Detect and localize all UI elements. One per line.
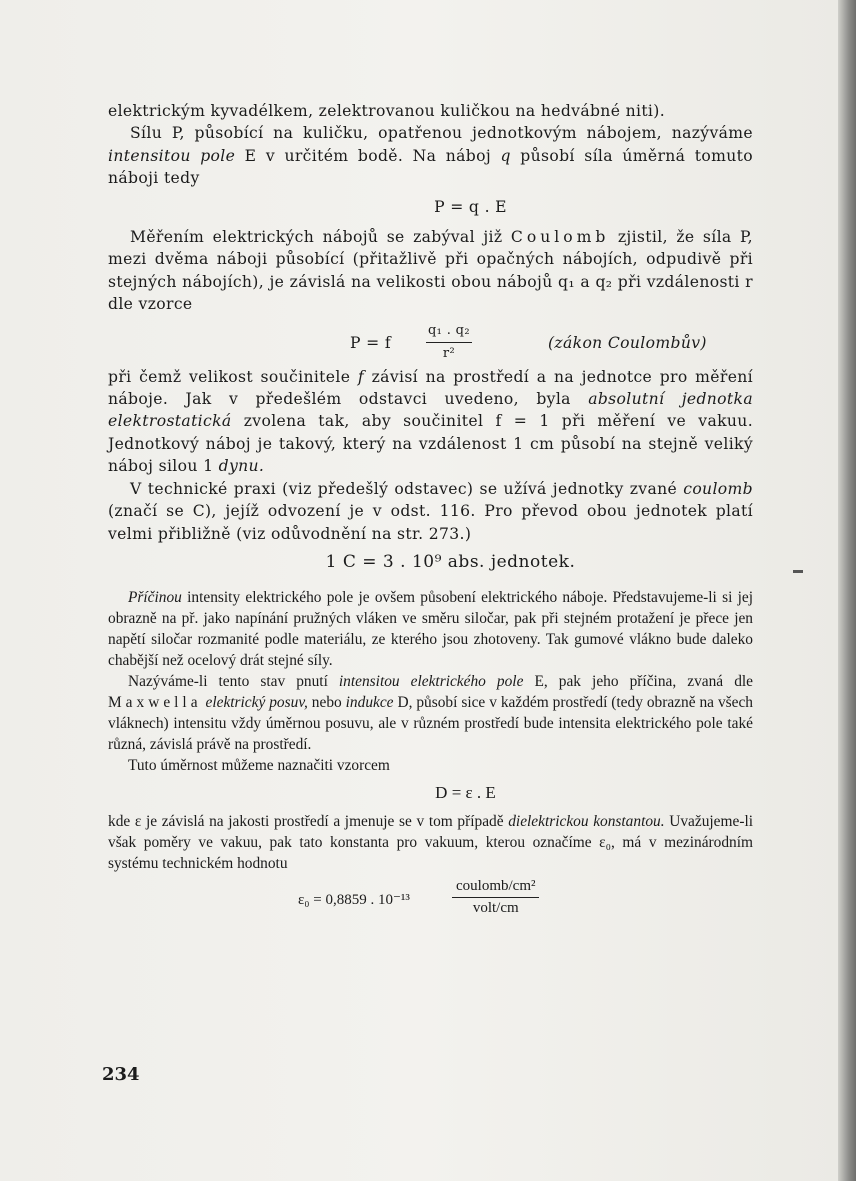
term-field-intensity: intensitou elektrického pole: [338, 673, 524, 691]
text-p2a: Sílu P, působící na kuličku, opatřenou jednotkovým nábojem, nazýváme: [130, 124, 753, 143]
term-displacement: elektrický posuv,: [205, 694, 308, 712]
paragraph-3: [108, 226, 753, 316]
coulomb-law-formula: [108, 320, 753, 364]
text-s4c: Uvažujeme-li však poměry ve vakuu, pak tato konstanta pro vakuum, kterou označíme ε₀, má v mezinárodním systému technickém hodnotu: [108, 813, 753, 873]
text-s2g: nebo: [307, 694, 346, 712]
margin-mark: [793, 570, 803, 573]
text-p3c: zjistil, že síla P, mezi dvěma náboji působící (přitažlivě při opačných nábojích, odpudivě při stejných nábojích), je závislá na velikosti obou nábojů q₁ a q₂ při vzdálenosti r dle vzorce: [108, 228, 753, 314]
text-s2c: E, pak jeho příčina, zvaná dle: [523, 673, 753, 691]
permittivity-fraction: [452, 876, 539, 919]
symbol-f: f: [357, 367, 365, 386]
term-dyne: dynu.: [218, 457, 265, 476]
term-cause: Příčinou: [128, 589, 182, 607]
equation-conversion: 1 C = 3 . 10⁹ abs. jednotek.: [325, 551, 576, 572]
text-s3: Tuto úměrnost můžeme naznačiti vzorcem: [128, 757, 390, 775]
page-edge-shadow: [838, 0, 856, 1181]
formula-lhs: P = f: [350, 333, 391, 352]
permittivity-denominator: volt/cm: [472, 900, 519, 917]
term-intensity: intensitou pole: [108, 146, 236, 165]
term-dielectric-constant: dielektrickou konstantou.: [508, 813, 665, 831]
paragraph-1: [108, 100, 753, 122]
page-number: 234: [102, 1064, 140, 1085]
small-paragraph-3: [108, 755, 753, 776]
text-p3a: Měřením elektrických nábojů se zabýval již: [130, 228, 511, 247]
symbol-q: q: [500, 146, 511, 165]
fraction-numerator: q₁ . q₂: [426, 320, 472, 343]
text-p5a: V technické praxi (viz předešlý odstavec) se užívá jednotky zvané: [130, 479, 684, 498]
paragraph-2: [108, 122, 753, 189]
name-maxwell: Maxwella: [108, 694, 202, 712]
small-paragraph-2: [108, 671, 753, 755]
text-p5c: (značí se C), jejíž odvození je v odst. 116. Pro převod obou jednotek platí velmi přibližně (viz odůvodnění na str. 273.): [108, 502, 753, 543]
equation-force: P = q . E: [434, 197, 507, 216]
text-p1: elektrickým kyvadélkem, zelektrovanou kuličkou na hedvábné niti).: [108, 102, 666, 120]
text-s1b: intensity elektrického pole je ovšem působení elektrického náboje. Představujeme-li si jej obrazně na př. jako napínání pružných vláken ve směru siločar, pak při stejném protažení je přece jen napětí siločar rozmanité podle materiálu, ze kterého jsou zhotoveny. Tak gumové vlákno bude daleko chabější než ocelový drát stejné síly.: [108, 589, 753, 670]
name-coulomb: Coulomb: [510, 228, 610, 247]
small-paragraph-1: [108, 587, 753, 671]
text-s2a: Nazýváme-li tento stav pnutí: [128, 673, 339, 691]
permittivity-lhs: ε₀ = 0,8859 . 10⁻¹³: [298, 892, 410, 909]
small-print-text: [108, 587, 753, 922]
text-s2i: D, působí sice v každém prostředí (tedy obrazně na všech vláknech) intensitu vždy úměrnou posuvu, ale v různém prostředí bude intensita elektrického pole také různá, závislá právě na prostředí.: [108, 694, 753, 754]
text-p4a: při čemž velikost součinitele: [108, 367, 358, 386]
text-p2e: působí síla úměrná tomuto náboji tedy: [108, 146, 753, 188]
formula-fraction: [426, 320, 472, 366]
permittivity-numerator: coulomb/cm²: [452, 876, 539, 898]
text-p2c: E v určitém bodě. Na náboj: [235, 146, 501, 165]
term-coulomb: coulomb: [683, 479, 753, 498]
term-induction: indukce: [345, 694, 394, 712]
fraction-denominator: r²: [442, 346, 456, 362]
text-p4e: zvolena tak, aby součinitel f = 1 při měření ve vakuu. Jednotkový náboj je takový, který na vzdálenost 1 cm působí na stejně veliký náboj silou 1: [108, 412, 753, 476]
term-absolute-unit: absolutní jednotka elektrostatická: [108, 390, 753, 431]
small-paragraph-4: [108, 811, 753, 874]
page-content: [108, 100, 753, 922]
text-s4a: kde ε je závislá na jakosti prostředí a jmenuje se v tom případě: [108, 813, 509, 831]
text-p4c: závisí na prostředí a na jednotce pro měření náboje. Jak v předešlém odstavci uvedeno, byla: [108, 367, 754, 409]
paragraph-5: [108, 478, 753, 545]
paragraph-4: [108, 366, 753, 478]
law-label: (zákon Coulombův): [548, 333, 707, 352]
equation-displacement: D = ε . E: [435, 783, 496, 803]
main-text: [108, 100, 753, 573]
permittivity-formula: [108, 876, 753, 922]
